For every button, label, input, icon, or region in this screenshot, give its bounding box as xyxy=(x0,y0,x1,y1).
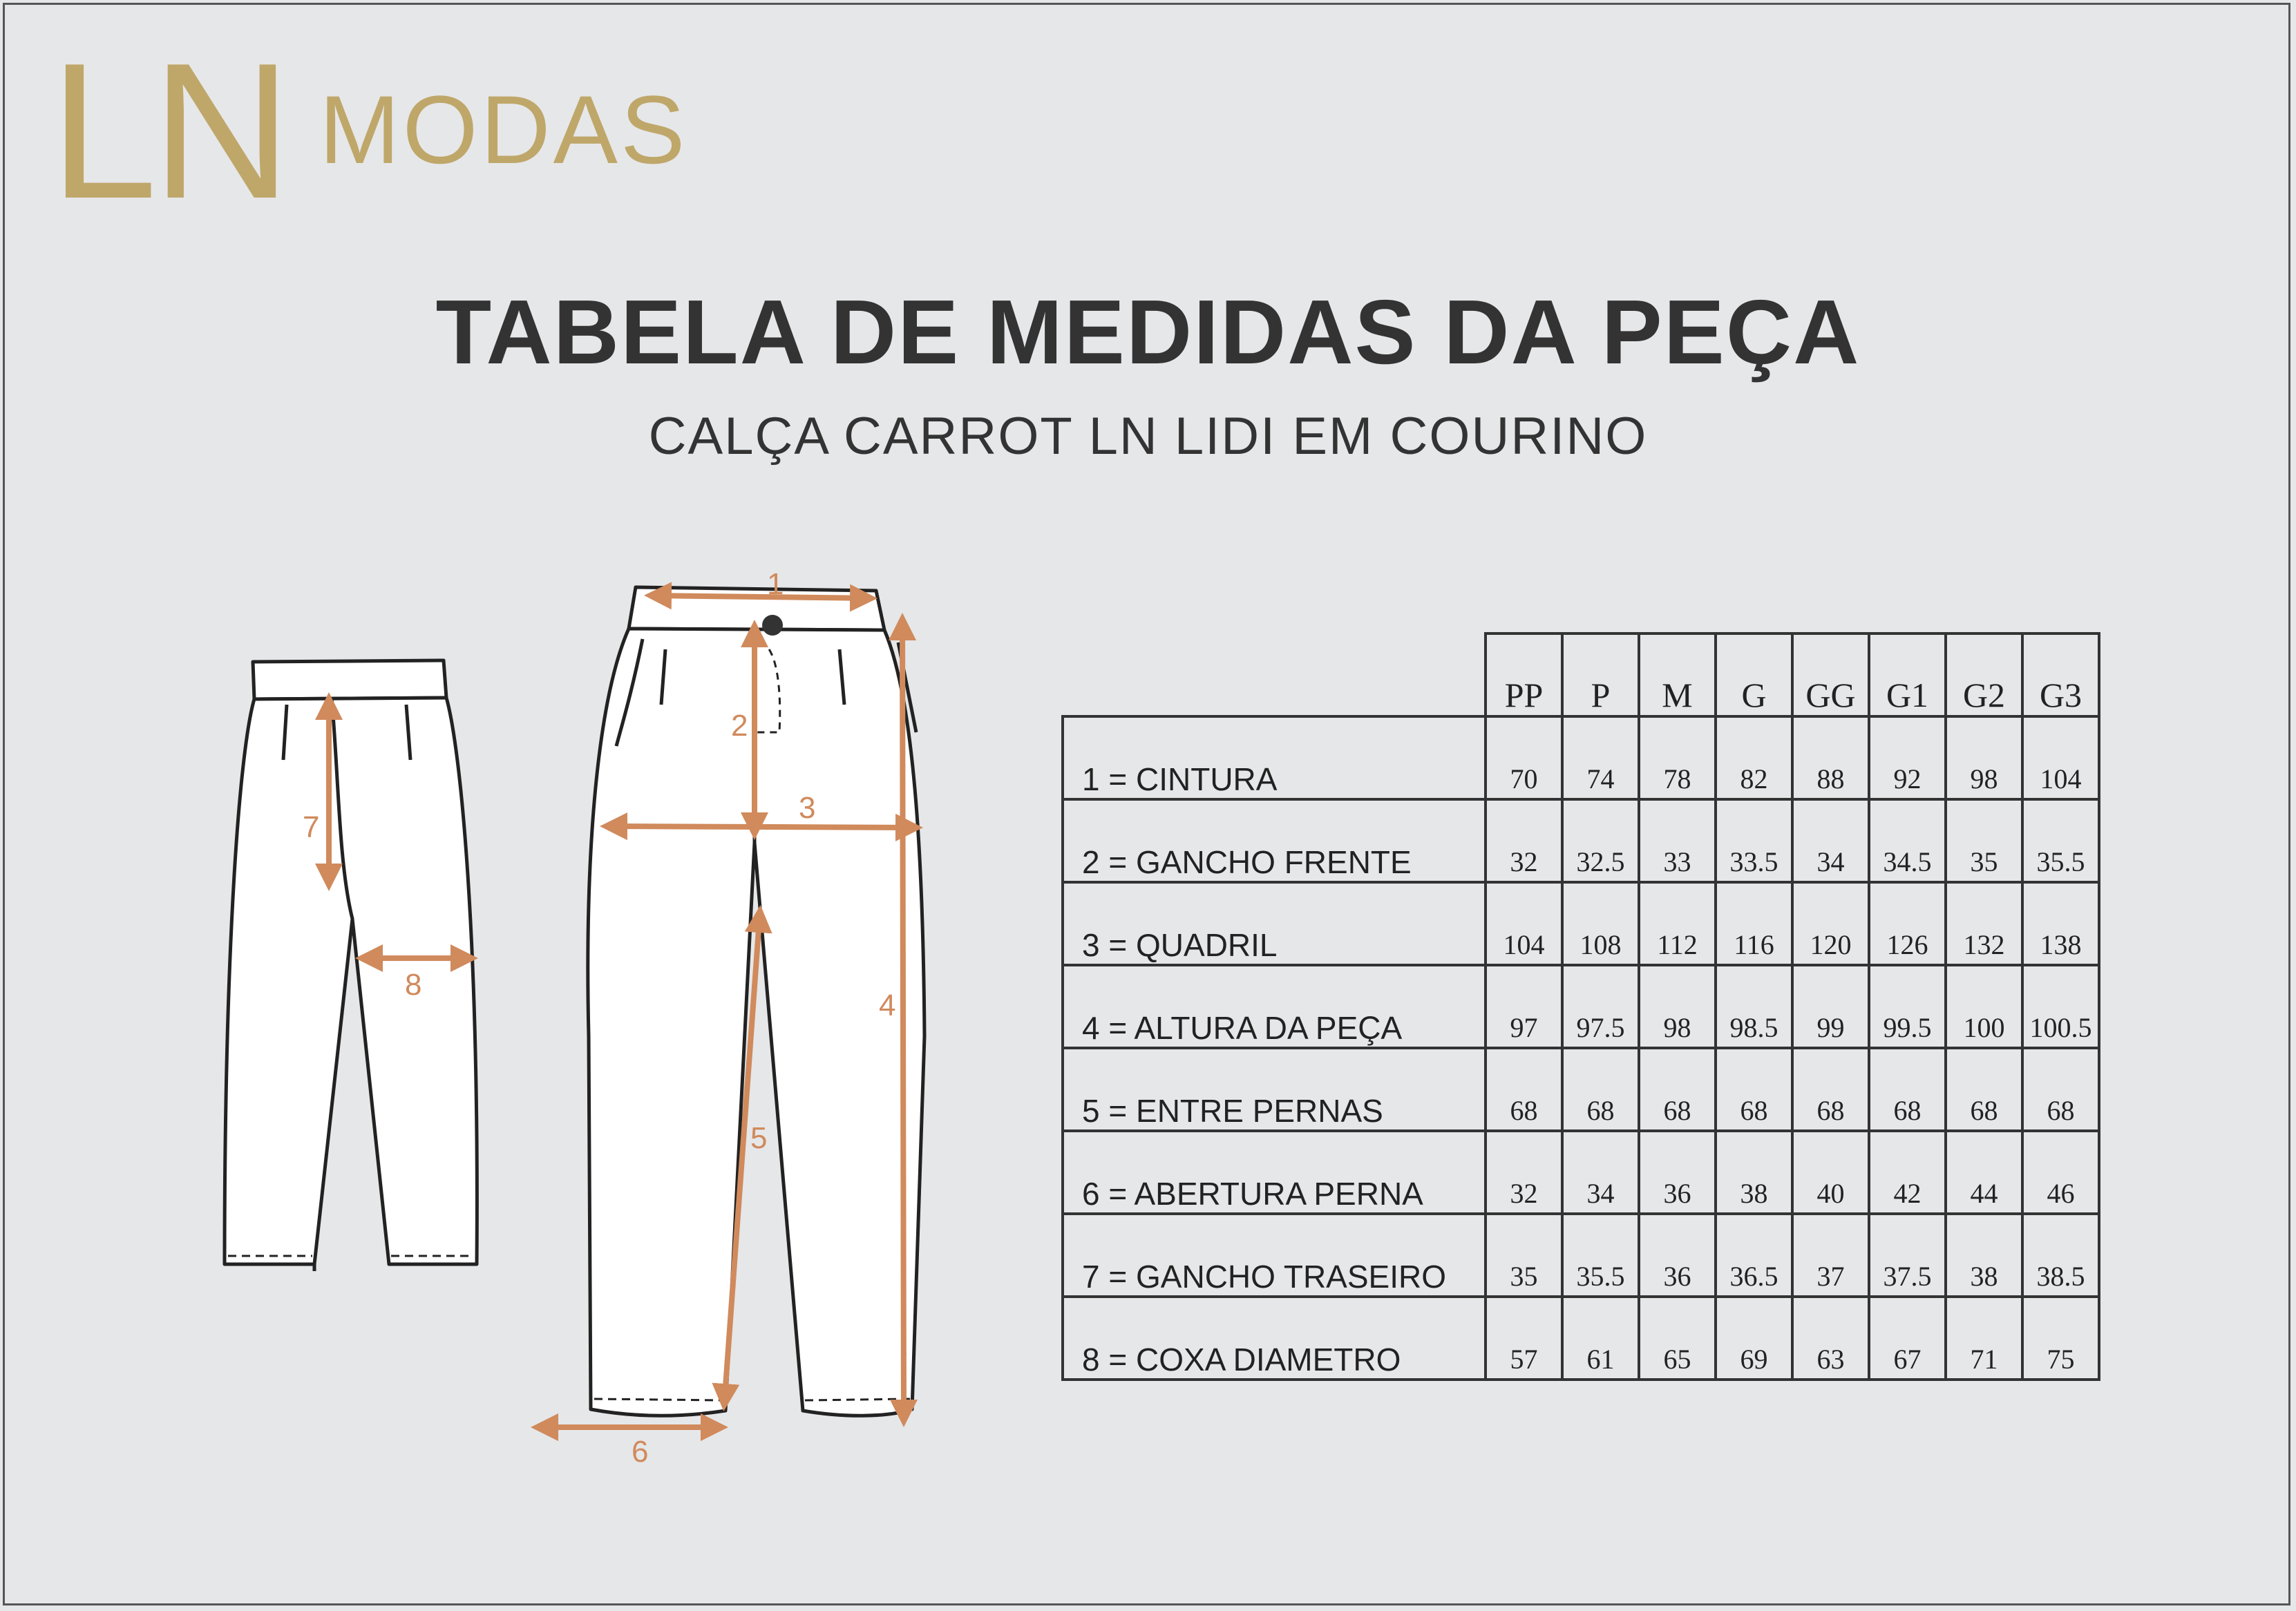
table-cell: 97.5 xyxy=(1562,965,1639,1048)
table-cell: 104 xyxy=(1486,882,1562,965)
table-cell: 34.5 xyxy=(1869,799,1946,882)
table-row xyxy=(1063,1297,2099,1380)
size-header-gg: GG xyxy=(1792,633,1869,716)
size-header-row xyxy=(1063,633,2099,716)
table-cell: 104 xyxy=(2022,716,2099,799)
table-cell: 35 xyxy=(1946,799,2022,882)
row-label: 8 = COXA DIAMETRO xyxy=(1063,1297,1486,1380)
row-label: 2 = GANCHO FRENTE xyxy=(1063,799,1486,882)
table-cell: 68 xyxy=(1486,1048,1562,1131)
table-cell: 32 xyxy=(1486,799,1562,882)
table-row xyxy=(1063,1131,2099,1214)
table-row xyxy=(1063,716,2099,799)
table-cell: 35.5 xyxy=(2022,799,2099,882)
table-row xyxy=(1063,965,2099,1048)
table-cell: 34 xyxy=(1792,799,1869,882)
table-cell: 82 xyxy=(1716,716,1792,799)
size-header-g3: G3 xyxy=(2022,633,2099,716)
table-cell: 32 xyxy=(1486,1131,1562,1214)
measure-number-5: 5 xyxy=(750,1121,768,1155)
table-cell: 69 xyxy=(1716,1297,1792,1380)
size-header-g1: G1 xyxy=(1869,633,1946,716)
table-cell: 33 xyxy=(1639,799,1716,882)
table-cell: 38 xyxy=(1946,1214,2022,1297)
table-cell: 35 xyxy=(1486,1214,1562,1297)
table-cell: 78 xyxy=(1639,716,1716,799)
table-row xyxy=(1063,1214,2099,1297)
row-label: 5 = ENTRE PERNAS xyxy=(1063,1048,1486,1131)
table-cell: 70 xyxy=(1486,716,1562,799)
row-label: 6 = ABERTURA PERNA xyxy=(1063,1131,1486,1214)
measure-number-1: 1 xyxy=(767,567,784,601)
table-cell: 34 xyxy=(1562,1131,1639,1214)
table-cell: 108 xyxy=(1562,882,1639,965)
table-cell: 138 xyxy=(2022,882,2099,965)
table-cell: 40 xyxy=(1792,1131,1869,1214)
table-cell: 68 xyxy=(1639,1048,1716,1131)
measure-number-6: 6 xyxy=(632,1435,649,1469)
table-cell: 61 xyxy=(1562,1297,1639,1380)
table-cell: 74 xyxy=(1562,716,1639,799)
size-header-g2: G2 xyxy=(1946,633,2022,716)
measure-number-7: 7 xyxy=(303,810,320,844)
pants-back-view xyxy=(225,660,477,1271)
table-cell: 36 xyxy=(1639,1131,1716,1214)
table-cell: 37 xyxy=(1792,1214,1869,1297)
table-cell: 33.5 xyxy=(1716,799,1792,882)
table-cell: 98 xyxy=(1639,965,1716,1048)
table-cell: 68 xyxy=(1946,1048,2022,1131)
row-label: 4 = ALTURA DA PEÇA xyxy=(1063,965,1486,1048)
size-header-pp: PP xyxy=(1486,633,1562,716)
table-cell: 100 xyxy=(1946,965,2022,1048)
table-cell: 68 xyxy=(1716,1048,1792,1131)
logo-modas-text: MODAS xyxy=(319,75,688,184)
table-cell: 63 xyxy=(1792,1297,1869,1380)
table-cell: 71 xyxy=(1946,1297,2022,1380)
table-cell: 36 xyxy=(1639,1214,1716,1297)
table-cell: 132 xyxy=(1946,882,2022,965)
size-header-g: G xyxy=(1716,633,1792,716)
table-cell: 92 xyxy=(1869,716,1946,799)
table-cell: 57 xyxy=(1486,1297,1562,1380)
table-row xyxy=(1063,799,2099,882)
table-cell: 99.5 xyxy=(1869,965,1946,1048)
table-cell: 97 xyxy=(1486,965,1562,1048)
table-row xyxy=(1063,1048,2099,1131)
table-cell: 99 xyxy=(1792,965,1869,1048)
table-cell: 120 xyxy=(1792,882,1869,965)
table-cell: 100.5 xyxy=(2022,965,2099,1048)
measure-arrow-1 xyxy=(649,595,872,598)
table-cell: 68 xyxy=(1869,1048,1946,1131)
table-cell: 67 xyxy=(1869,1297,1946,1380)
table-cell: 38 xyxy=(1716,1131,1792,1214)
measure-number-4: 4 xyxy=(879,989,896,1022)
table-cell: 112 xyxy=(1639,882,1716,965)
row-label: 3 = QUADRIL xyxy=(1063,882,1486,965)
header-empty-cell xyxy=(1063,633,1486,716)
table-cell: 42 xyxy=(1869,1131,1946,1214)
table-cell: 68 xyxy=(1792,1048,1869,1131)
table-cell: 36.5 xyxy=(1716,1214,1792,1297)
table-cell: 88 xyxy=(1792,716,1869,799)
size-header-m: M xyxy=(1639,633,1716,716)
table-cell: 38.5 xyxy=(2022,1214,2099,1297)
row-label: 7 = GANCHO TRASEIRO xyxy=(1063,1214,1486,1297)
table-cell: 126 xyxy=(1869,882,1946,965)
table-cell: 116 xyxy=(1716,882,1792,965)
table-cell: 65 xyxy=(1639,1297,1716,1380)
table-cell: 98 xyxy=(1946,716,2022,799)
measure-arrow-4 xyxy=(902,618,904,1422)
measure-number-8: 8 xyxy=(405,968,422,1002)
table-cell: 32.5 xyxy=(1562,799,1639,882)
page-subtitle: CALÇA CARROT LN LIDI EM COURINO xyxy=(648,407,1648,466)
measurements-table xyxy=(1061,632,2100,1381)
table-cell: 68 xyxy=(1562,1048,1639,1131)
measure-number-2: 2 xyxy=(731,709,748,743)
table-cell: 98.5 xyxy=(1716,965,1792,1048)
table-cell: 35.5 xyxy=(1562,1214,1639,1297)
measure-number-3: 3 xyxy=(799,791,816,825)
table-cell: 37.5 xyxy=(1869,1214,1946,1297)
logo-ln-text: LN xyxy=(50,23,286,239)
measure-arrow-3 xyxy=(605,826,918,828)
page-title: TABELA DE MEDIDAS DA PEÇA xyxy=(435,281,1861,383)
row-label: 1 = CINTURA xyxy=(1063,716,1486,799)
table-row xyxy=(1063,882,2099,965)
table-cell: 44 xyxy=(1946,1131,2022,1214)
size-header-p: P xyxy=(1562,633,1639,716)
table-cell: 46 xyxy=(2022,1131,2099,1214)
table-cell: 75 xyxy=(2022,1297,2099,1380)
table-cell: 68 xyxy=(2022,1048,2099,1131)
